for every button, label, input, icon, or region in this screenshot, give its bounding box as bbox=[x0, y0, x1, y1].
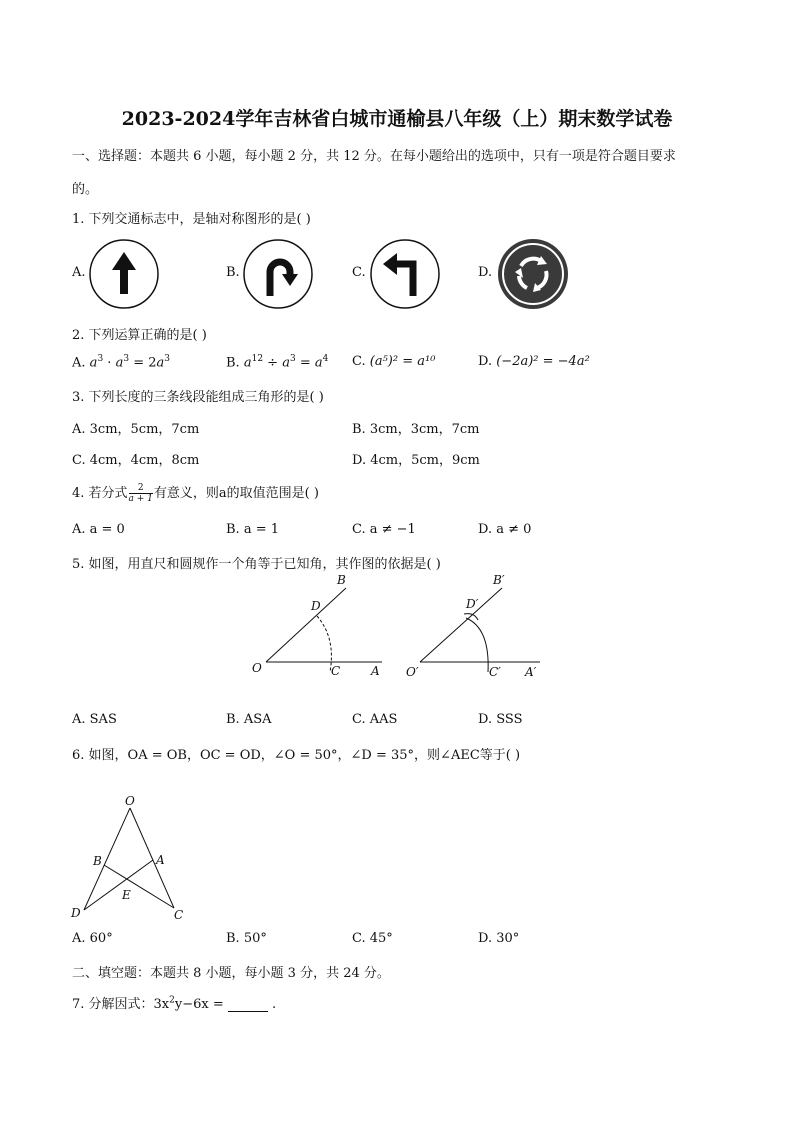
q6-option-b: B. 50° bbox=[226, 931, 267, 946]
q3-option-a: A. 3cm，5cm，7cm bbox=[72, 422, 200, 437]
fig-label-b: B bbox=[93, 854, 102, 868]
q2-option-d: D. (−2a)² = −4a² bbox=[478, 354, 590, 369]
q5-option-a: A. SAS bbox=[72, 712, 117, 727]
q5-angle-construction-figure bbox=[240, 568, 560, 686]
section2-heading: 二、填空题：本题共 8 小题，每小题 3 分，共 24 分。 bbox=[72, 966, 390, 981]
q6-stem: 6. 如图，OA = OB，OC = OD，∠O = 50°，∠D = 35°，则∠AEC等于( ) bbox=[72, 748, 521, 763]
q2-option-c: C. (a⁵)² = a¹⁰ bbox=[352, 354, 436, 369]
q3-option-c: C. 4cm，4cm，8cm bbox=[72, 453, 200, 468]
q6-option-c: C. 45° bbox=[352, 931, 393, 946]
fig-label-e: E bbox=[122, 888, 131, 902]
q2-stem: 2. 下列运算正确的是( ) bbox=[72, 328, 207, 343]
q5-option-c: C. AAS bbox=[352, 712, 398, 727]
fig1-label-a: A bbox=[371, 664, 380, 678]
section1-heading-line1: 一、选择题：本题共 6 小题，每小题 2 分，共 12 分。在每小题给出的选项中，只有一项是符合题目要求 bbox=[72, 149, 676, 164]
q4-stem: 4. 若分式 $\frac{2}{a + 1}$ 有意义，则a的取值范围是( ) bbox=[72, 483, 319, 504]
q4-option-b: B. a = 1 bbox=[226, 522, 279, 537]
q5-stem: 5. 如图，用直尺和圆规作一个角等于已知角，其作图的依据是( ) bbox=[72, 557, 441, 572]
fig2-label-a: A′ bbox=[525, 665, 537, 679]
q6-triangle-figure bbox=[66, 790, 196, 926]
fig2-label-o: O′ bbox=[406, 665, 419, 679]
q7-stem: 7. 分解因式：$3x^2y-6x$ = . bbox=[72, 995, 277, 1012]
fig1-label-o: O bbox=[252, 661, 262, 675]
page-title: 2023-2024学年吉林省白城市通榆县八年级（上）期末数学试卷 bbox=[121, 108, 673, 130]
fig-label-o: O bbox=[125, 794, 135, 808]
fig2-label-c: C′ bbox=[489, 665, 501, 679]
q4-option-c: C. a ≠ −1 bbox=[352, 522, 416, 537]
q1-stem: 1. 下列交通标志中，是轴对称图形的是( ) bbox=[72, 212, 311, 227]
q2-option-a: A. $a^3 \cdot a^3 = 2a^3$ bbox=[72, 354, 171, 371]
q1-option-d-label: D. bbox=[478, 265, 493, 280]
fig1-label-b: B bbox=[337, 573, 346, 587]
q6-option-a: A. 60° bbox=[72, 931, 113, 946]
fraction: $\frac{2}{a + 1}$ bbox=[128, 483, 153, 504]
fig2-label-b: B′ bbox=[493, 573, 505, 587]
q3-option-d: D. 4cm，5cm，9cm bbox=[352, 453, 480, 468]
up-arrow-sign-icon bbox=[88, 238, 160, 310]
q4-option-a: A. a = 0 bbox=[72, 522, 125, 537]
fig-label-c: C bbox=[174, 908, 184, 922]
q4-option-d: D. a ≠ 0 bbox=[478, 522, 532, 537]
q2-option-b: B. $a^{12} \div a^3 = a^4$ bbox=[226, 354, 329, 371]
q5-option-d: D. SSS bbox=[478, 712, 523, 727]
roundabout-sign-icon bbox=[497, 238, 569, 310]
q1-option-b-label: B. bbox=[226, 265, 240, 280]
section1-heading-line2: 的。 bbox=[72, 182, 99, 197]
q1-option-c-label: C. bbox=[352, 265, 366, 280]
q6-option-d: D. 30° bbox=[478, 931, 520, 946]
fig-label-d: D bbox=[71, 906, 81, 920]
fig2-label-d: D′ bbox=[466, 597, 479, 611]
fig1-label-c: C bbox=[331, 664, 341, 678]
q1-option-a-label: A. bbox=[72, 265, 86, 280]
q3-option-b: B. 3cm，3cm，7cm bbox=[352, 422, 480, 437]
answer-blank[interactable] bbox=[228, 999, 268, 1012]
q3-stem: 3. 下列长度的三条线段能组成三角形的是( ) bbox=[72, 390, 324, 405]
q5-option-b: B. ASA bbox=[226, 712, 272, 727]
left-turn-sign-icon bbox=[369, 238, 441, 310]
fig1-label-d: D bbox=[311, 599, 321, 613]
u-turn-sign-icon bbox=[242, 238, 314, 310]
fig-label-a: A bbox=[156, 853, 165, 867]
